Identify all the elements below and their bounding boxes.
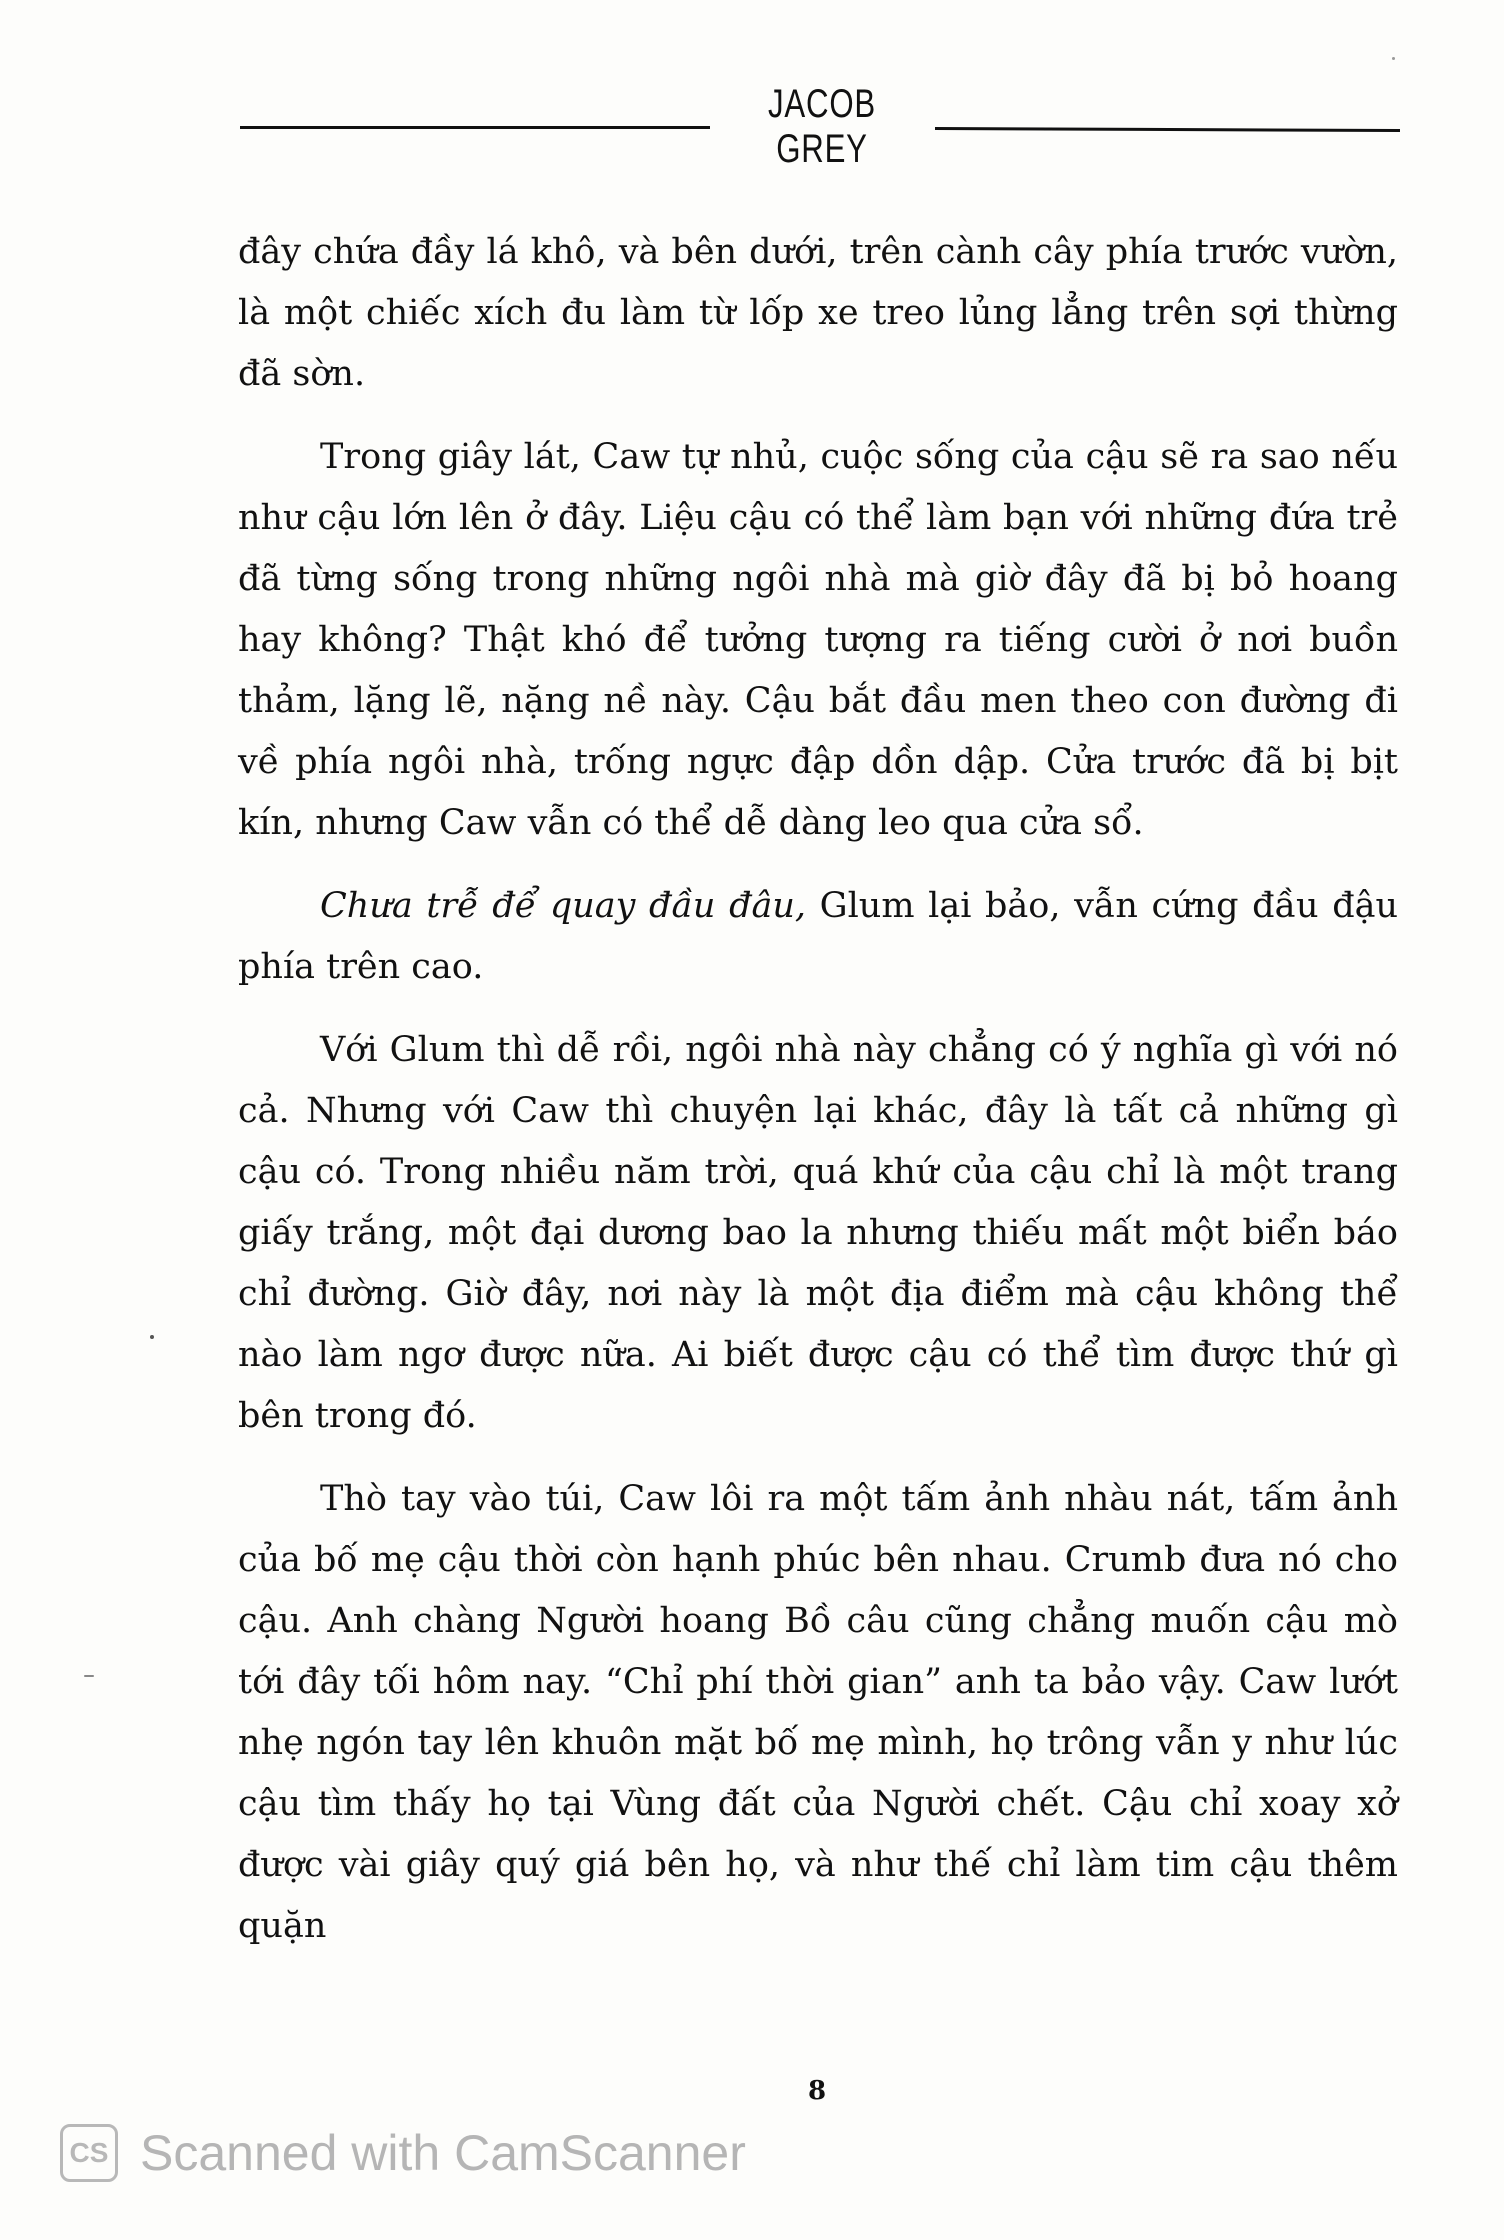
paragraph-3-text: Glum lại bảo, vẫn cứng đầu đậu phía trên cao. (238, 886, 1399, 987)
page-number: 8 (808, 2076, 827, 2106)
camscanner-logo-icon: CS (60, 2124, 118, 2182)
body-text (238, 222, 1398, 1979)
header-author: JACOB GREY (768, 82, 876, 171)
paragraph-4: Với Glum thì dễ rồi, ngôi nhà này chẳng có ý nghĩa gì với nó cả. Nhưng với Caw thì chuyện lại khác, đây là tất cả những gì cậu có. Trong nhiều năm trời, quá khứ của cậu chỉ là một trang giấy trắng, một đại dương bao la nhưng thiếu mất một biển báo chỉ đường. Giờ đây, nơi này là một địa điểm mà cậu không thể nào làm ngơ được nữa. Ai biết được cậu có thể tìm được thứ gì bên trong đó. (238, 1030, 1398, 1436)
paragraph-2: Trong giây lát, Caw tự nhủ, cuộc sống của cậu sẽ ra sao nếu như cậu lớn lên ở đây. Liệu cậu có thể làm bạn với những đứa trẻ đã từng sống trong những ngôi nhà mà giờ đây đã bị bỏ hoang hay không? Thật khó để tưởng tượng ra tiếng cười ở nơi buồn thảm, lặng lẽ, nặng nề này. Cậu bắt đầu men theo con đường đi về phía ngôi nhà, trống ngực đập dồn dập. Cửa trước đã bị bịt kín, nhưng Caw vẫn có thể dễ dàng leo qua cửa sổ. (238, 437, 1398, 843)
paragraph-3 (238, 876, 1398, 998)
header-rule-right (935, 127, 1400, 132)
watermark-text: Scanned with CamScanner (140, 2125, 746, 2181)
paragraph-3-italic-thought: Chưa trễ để quay đầu đâu, (320, 886, 807, 926)
paragraph-1: đây chứa đầy lá khô, và bên dưới, trên cành cây phía trước vườn, là một chiếc xích đu làm từ lốp xe treo lủng lẳng trên sợi thừng đã sờn. (238, 232, 1398, 394)
paragraph-5: Thò tay vào túi, Caw lôi ra một tấm ảnh nhàu nát, tấm ảnh của bố mẹ cậu thời còn hạnh phúc bên nhau. Crumb đưa nó cho cậu. Anh chàng Người hoang Bồ câu cũng chẳng muốn cậu mò tới đây tối hôm nay. “Chỉ phí thời gian” anh ta bảo vậy. Caw lướt nhẹ ngón tay lên khuôn mặt bố mẹ mình, họ trông vẫn y như lúc cậu tìm thấy họ tại Vùng đất của Người chết. Cậu chỉ xoay xở được vài giây quý giá bên họ, và như thế chỉ làm tim cậu thêm quặn (238, 1479, 1398, 1946)
camscanner-watermark (60, 2118, 746, 2188)
running-header (240, 78, 1400, 171)
scan-speck (84, 1675, 94, 1677)
scan-speck (1392, 57, 1395, 60)
header-rule-left (240, 126, 710, 129)
scan-speck (150, 1335, 154, 1339)
